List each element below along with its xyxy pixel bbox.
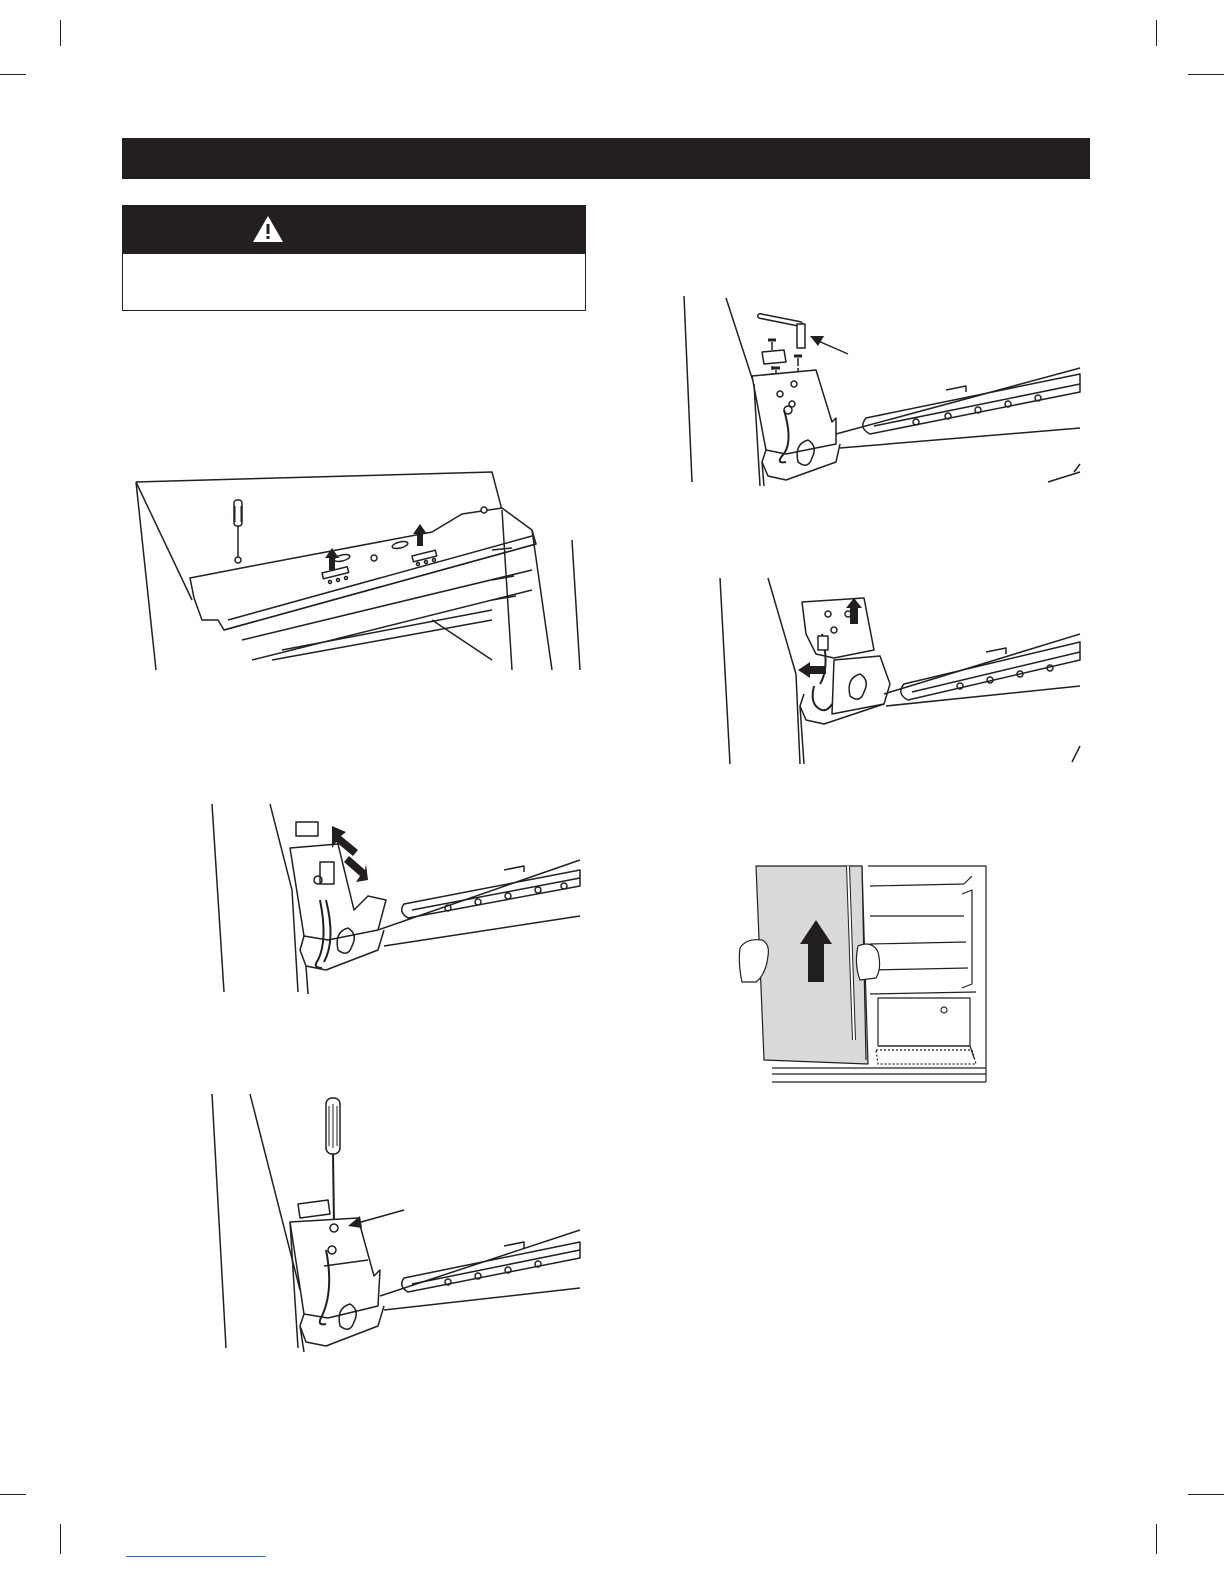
hinge-cover-removal-figure (132, 470, 588, 670)
crop-mark (1188, 74, 1224, 75)
arrow-left-icon (798, 662, 826, 678)
warning-header (123, 206, 585, 254)
pointer-arrow-icon (810, 336, 848, 354)
socket-wrench-icon (760, 316, 805, 348)
crop-mark (60, 20, 61, 46)
door-lift-off-figure (736, 864, 990, 1086)
crop-mark (0, 1494, 26, 1495)
crop-mark (1156, 1524, 1157, 1554)
screwdriver-icon (234, 500, 242, 558)
wire-harness-disconnect-figure (208, 800, 588, 995)
warning-triangle-icon (251, 214, 285, 244)
hyperlink-underline[interactable] (126, 1556, 266, 1557)
crop-mark (1156, 20, 1157, 46)
ground-screw-removal-figure (208, 1090, 588, 1352)
hinge-lift-off-figure (714, 574, 1088, 766)
hinge-bolt-removal-figure (676, 294, 1088, 486)
section-header-bar (122, 138, 1090, 179)
crop-mark (60, 1524, 61, 1554)
crop-mark (0, 74, 26, 75)
warning-box (122, 205, 586, 311)
crop-mark (1188, 1494, 1224, 1495)
